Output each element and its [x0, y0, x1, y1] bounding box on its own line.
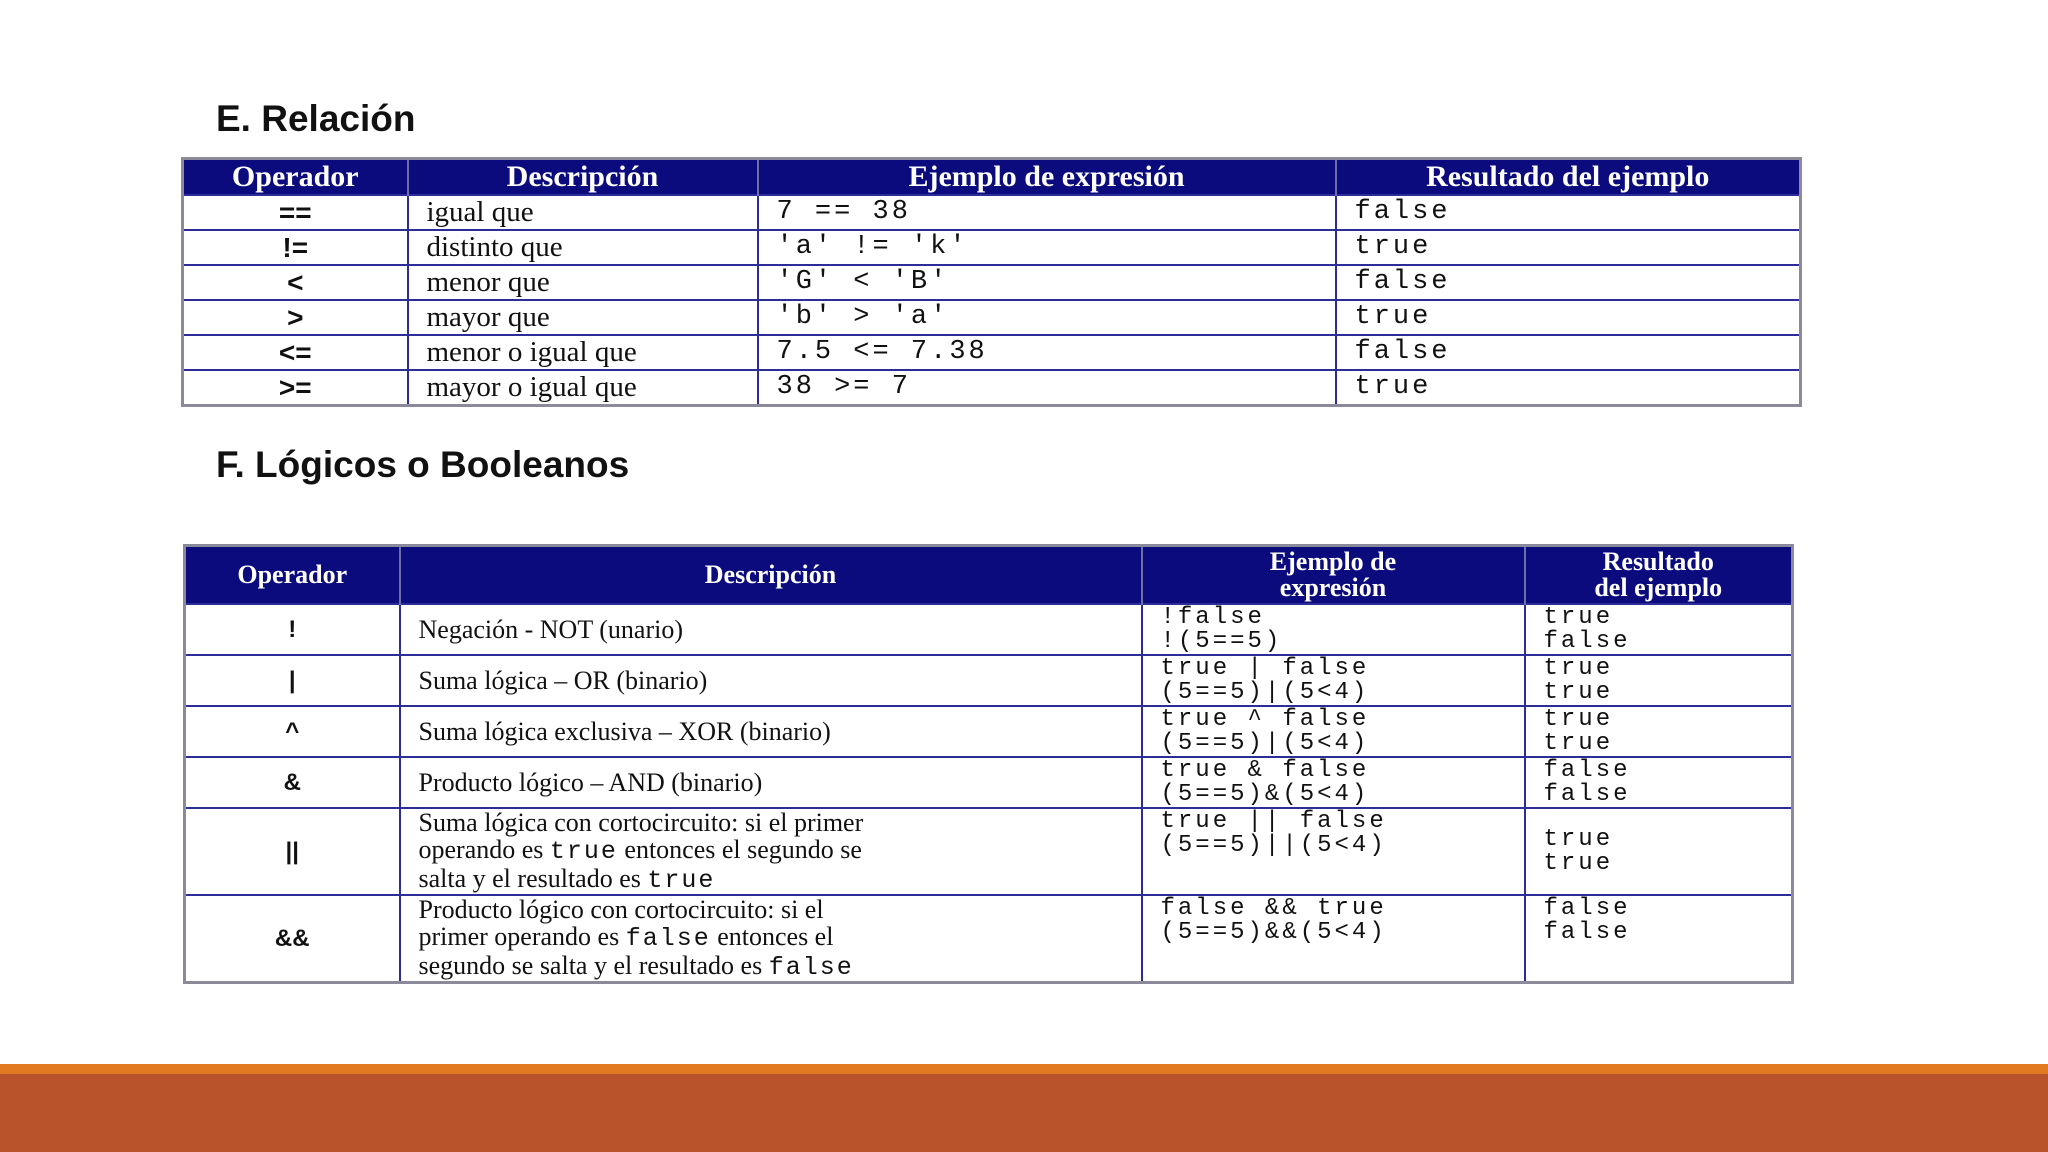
operator-cell: >=: [183, 370, 408, 406]
result-cell: false: [1336, 335, 1801, 370]
operator-cell: ^: [185, 706, 400, 757]
header-resultado-line-2: del ejemplo: [1594, 573, 1723, 602]
description-line: [419, 865, 1141, 894]
table-row: [185, 706, 1793, 757]
operator-cell: <: [183, 265, 408, 300]
table-row: [183, 265, 1801, 300]
description-cell: menor que: [408, 265, 758, 300]
header-resultado: Resultado del ejemplo: [1336, 159, 1801, 196]
result-cell: [1525, 757, 1793, 808]
description-cell: distinto que: [408, 230, 758, 265]
table-row: [185, 808, 1793, 895]
description-code: false: [768, 953, 854, 982]
description-cell: Suma lógica exclusiva – XOR (binario): [400, 706, 1142, 757]
result-line: true: [1543, 604, 1614, 631]
description-cell: Negación - NOT (unario): [400, 604, 1142, 655]
operator-cell: !: [185, 604, 400, 655]
description-code: false: [625, 924, 711, 953]
section-title-logicos: F. Lógicos o Booleanos: [216, 444, 630, 485]
table-row: [183, 370, 1801, 406]
description-text: primer operando es: [418, 922, 626, 951]
description-text: operando es: [418, 835, 550, 864]
example-line: (5==5)&&(5<4): [1160, 919, 1387, 946]
example-cell: 'G' < 'B': [758, 265, 1336, 300]
result-cell: true: [1336, 230, 1801, 265]
description-line: Producto lógico con cortocircuito: si el: [418, 895, 824, 924]
description-code: true: [647, 866, 716, 895]
example-line: true ^ false: [1160, 706, 1370, 733]
result-cell: [1525, 706, 1793, 757]
description-cell: Suma lógica – OR (binario): [400, 655, 1142, 706]
example-cell: 38 >= 7: [758, 370, 1336, 406]
example-line: (5==5)|(5<4): [1160, 730, 1370, 757]
result-cell: [1525, 895, 1793, 983]
example-cell: 7.5 <= 7.38: [758, 335, 1336, 370]
description-cell: menor o igual que: [408, 335, 758, 370]
result-cell: true: [1336, 370, 1801, 406]
result-line: false: [1543, 628, 1631, 655]
footer-accent-stripe: [0, 1064, 2048, 1074]
description-line: Suma lógica con cortocircuito: si el primer: [418, 808, 864, 837]
example-cell: [1142, 706, 1525, 757]
example-line: !false: [1160, 604, 1265, 631]
table-row: [185, 604, 1793, 655]
header-operador: Operador: [183, 159, 408, 196]
example-line: true | false: [1160, 655, 1370, 682]
table-row: [183, 300, 1801, 335]
result-cell: [1525, 604, 1793, 655]
header-ejemplo-line-2: expresión: [1279, 573, 1387, 602]
description-text: entonces el: [710, 922, 834, 951]
section-title-relacion: E. Relación: [216, 98, 416, 139]
example-line: (5==5)||(5<4): [1160, 832, 1387, 859]
result-cell: [1525, 655, 1793, 706]
example-cell: 'b' > 'a': [758, 300, 1336, 335]
result-line: true: [1543, 826, 1614, 853]
header-resultado: [1525, 546, 1793, 605]
result-line: false: [1543, 895, 1631, 922]
table-row: [183, 230, 1801, 265]
example-cell: 'a' != 'k': [758, 230, 1336, 265]
description-text: salta y el resultado es: [418, 864, 648, 893]
description-cell: mayor o igual que: [408, 370, 758, 406]
example-line: (5==5)|(5<4): [1160, 679, 1370, 706]
result-line: false: [1543, 919, 1631, 946]
operator-cell: >: [183, 300, 408, 335]
header-operador: Operador: [185, 546, 400, 605]
description-line: [419, 952, 1141, 981]
operator-cell: ||: [185, 808, 400, 895]
result-line: true: [1543, 679, 1614, 706]
operator-cell: &&: [185, 895, 400, 983]
description-cell: Producto lógico – AND (binario): [400, 757, 1142, 808]
result-cell: false: [1336, 195, 1801, 230]
result-cell: true: [1336, 300, 1801, 335]
example-cell: [1142, 604, 1525, 655]
result-line: false: [1543, 757, 1631, 784]
table-row: [185, 757, 1793, 808]
table-row: [185, 655, 1793, 706]
result-line: true: [1543, 655, 1614, 682]
table-header-row: [185, 546, 1793, 605]
example-line: (5==5)&(5<4): [1160, 781, 1370, 808]
description-cell: igual que: [408, 195, 758, 230]
result-line: false: [1543, 781, 1631, 808]
header-resultado-line-1: Resultado: [1602, 547, 1714, 576]
description-cell: mayor que: [408, 300, 758, 335]
result-line: true: [1543, 706, 1614, 733]
header-ejemplo: [1142, 546, 1525, 605]
operator-cell: ==: [183, 195, 408, 230]
table-row: [183, 195, 1801, 230]
result-cell: false: [1336, 265, 1801, 300]
result-line: true: [1543, 850, 1614, 877]
footer-band: [0, 1074, 2048, 1152]
description-text: entonces el segundo se: [617, 835, 862, 864]
operator-cell: <=: [183, 335, 408, 370]
example-cell: [1142, 655, 1525, 706]
example-line: !(5==5): [1160, 628, 1283, 655]
example-cell: [1142, 808, 1525, 895]
example-cell: 7 == 38: [758, 195, 1336, 230]
example-line: true & false: [1160, 757, 1370, 784]
table-header-row: [183, 159, 1801, 196]
header-descripcion: Descripción: [408, 159, 758, 196]
description-line: [419, 923, 1141, 952]
operator-cell: &: [185, 757, 400, 808]
result-cell: [1525, 808, 1793, 895]
description-cell: [400, 808, 1142, 895]
example-cell: [1142, 895, 1525, 983]
operator-cell: |: [185, 655, 400, 706]
example-line: false && true: [1160, 895, 1387, 922]
example-cell: [1142, 757, 1525, 808]
description-cell: [400, 895, 1142, 983]
header-ejemplo-line-1: Ejemplo de: [1269, 547, 1397, 576]
description-code: true: [549, 837, 618, 866]
description-text: segundo se salta y el resultado es: [418, 951, 769, 980]
description-line: [419, 836, 1141, 865]
example-line: true || false: [1160, 808, 1387, 835]
table-row: [185, 895, 1793, 983]
table-row: [183, 335, 1801, 370]
header-ejemplo: Ejemplo de expresión: [758, 159, 1336, 196]
logical-operators-table: [183, 544, 1794, 984]
relational-operators-table: [181, 157, 1802, 407]
header-descripcion: Descripción: [400, 546, 1142, 605]
operator-cell: !=: [183, 230, 408, 265]
result-line: true: [1543, 730, 1614, 757]
